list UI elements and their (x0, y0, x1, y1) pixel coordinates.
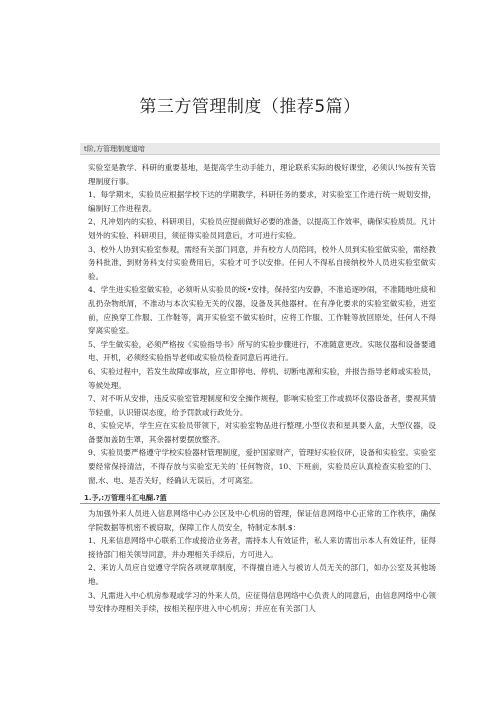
paragraph: 3、凡需进入中心机房参观或学习的外来人员，应征得信息网络中心负责人的同意后，由信息网络中心领导安排办理相关手续，按相关程序进入中心机房；并应在有关部门人 (88, 590, 436, 614)
paragraph: 4、学生进实验室做实验，必须听从实验员的统•安排，保持室内安静，不准追逐吵闹，不准随地吐痰和乱扔杂物纸屑，不准动与本次实验无关的仪器，设备及其他器材。在有净化要求的实验室做实验，进室前，应换穿工作服、工作鞋等，离开实验室不做实验时，应将工作服、工作鞋等放回原处，任何人不得穿离实验室。 (88, 285, 436, 336)
document-title: 第三方管理制度（推荐5篇） (139, 97, 361, 117)
paragraph: 8、实验完毕，学生应在实验员带领下，对实验室物品进行整理,小型仪表和星具要入盒，大型仪器，设备要加盖防生罩，其余器材要摆放整齐。 (88, 421, 436, 444)
section-body-1 (88, 161, 436, 487)
paragraph: 实验室是教学、科研的重要基地，是提高学生动手能力，理论联系实际的极好课堂，必须认!%按有关管理制度行事。 (88, 163, 436, 186)
section-heading-1: t阶,方管理制度道喑 (80, 143, 440, 155)
paragraph: 1、凡来信息网络中心联系工作或接洽业务者，需持本人有效证件，私人来访需出示本人有效证件，征得接待部门相关领导同意，并办理相关手续后，方可进入。 (88, 536, 436, 559)
paragraph: 6、实验过程中，若发生故障或事故，应立即停电、停机、切断电源和实验，并报告指导老师或实验员，等候处理。 (88, 366, 436, 390)
paragraph: 9、实验员要严格遵守学校实验器材管理制度，爱护国家财产，管理好实验仪砰，设备和实验室。实验室要经常保持清洁，不得存放与实验室无关的`任何物资，10、下班前，实验员应认真检查实验室的门、窗,水、电、是否关好，经确认无误后，才可离室。 (88, 448, 436, 485)
section-heading-2: 1.予,:万管理斗汇电醐.?篮 (80, 492, 440, 504)
section-body-2 (88, 507, 436, 616)
paragraph: 3、校外人协到实验室参观，需经有关部门同意，并有校方人员陪同，校外人员到实验室做实验，需经教务科批准，到财务科支付实验费用后，实验才可予以安排。任何人不得私自接纳校外人员进实验室做实验。 (88, 244, 436, 281)
paragraph: 2、来访人员应自觉遵守学院各项规章制度，不得擅自进入与被访人员无关的部门，如办公室及其他场地。 (88, 563, 436, 586)
paragraph: 7、对不听从安排，违反实验室管理制度和安全操作规程，影响实验室工作或损坏仪器设备者，要视其情节轻重，认识错误态度，给予罚款或行政处分。 (88, 394, 436, 417)
paragraph: 5、学生做实验，必须严格按《实验指导书》所写的实验步骤进行，不准随意更改。实眩仪器和设备要通电、开机，必须经实验指导老师或实验员检查同意后再进行。 (88, 339, 436, 363)
paragraph: 1、每学期末，实验员应根据学校下达的学期教学，科研任务的要求，对实验室工作进行统一规划安排，编制好工作进程表。 (88, 190, 436, 213)
paragraph: 为加强外来人员进入信息网络中心办公区及中心机房的管理，保证信息网络中心正常的工作秩序，确保学院数据等机密不被窃取，保障工作人员安全，特制定本制.$： (88, 509, 436, 532)
paragraph: 2、凡冲划内的实验、科研项目，实验员应提前做好必要的准备，以提高工作效率，确保实验质员。凡计划外的实验、科研项目，须征得实验员同意后，才可进行实验。 (88, 217, 436, 240)
